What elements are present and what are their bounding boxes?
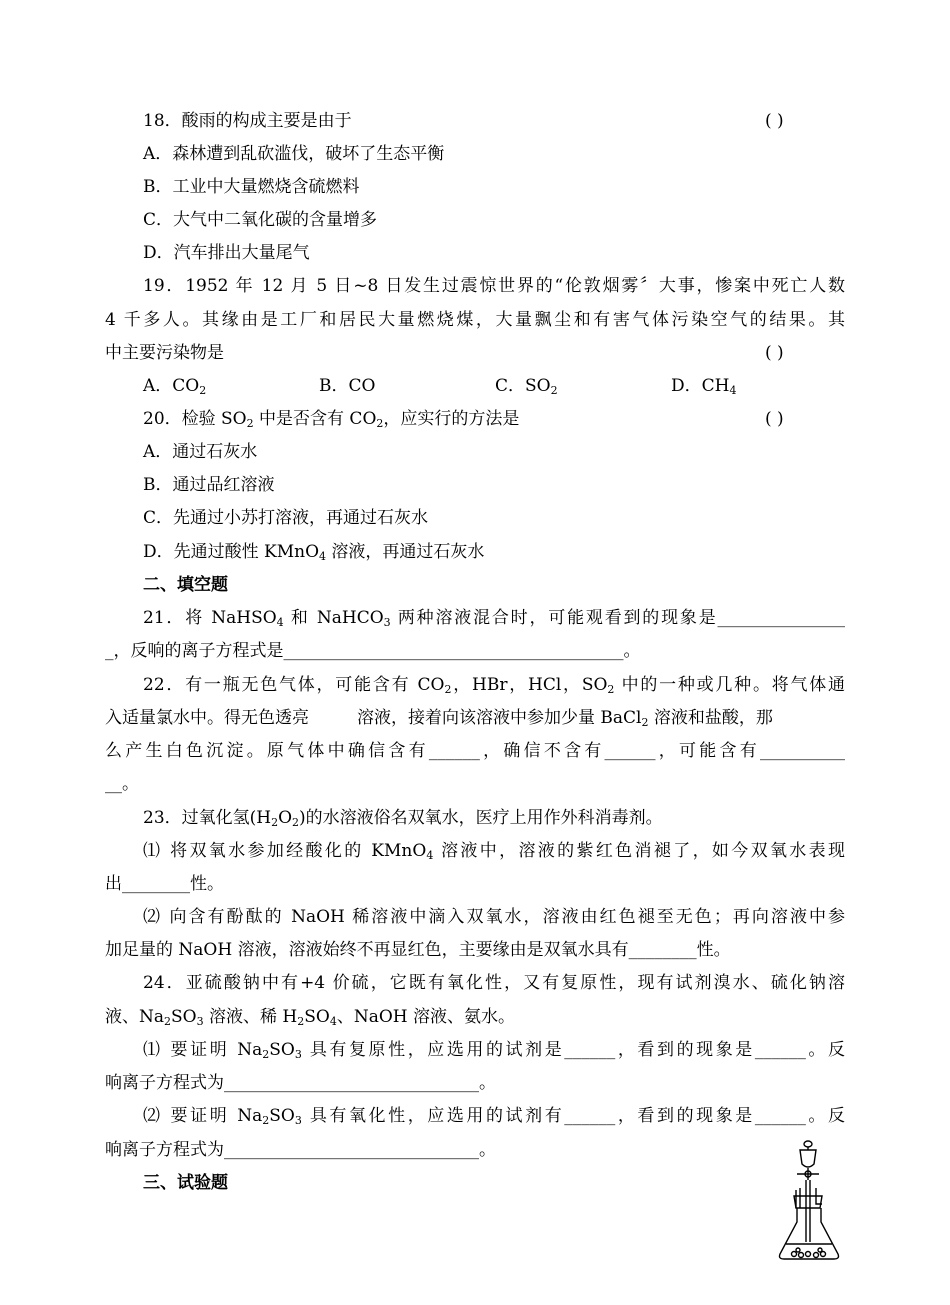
q21-line2: _，反响的离子方程式是________________________________________。 <box>105 641 641 661</box>
q22-line1: 22．有一瓶无色气体，可能含有 $CO_2$，HBr，HCl，$SO_2$ 中的一种或几种。将气体通 <box>143 675 846 696</box>
q19-option-b: B．CO <box>319 376 376 396</box>
answer-paren: ( ) <box>765 409 784 429</box>
q18-option-d: D．汽车排出大量尾气 <box>143 243 310 263</box>
q20-option-d: D．先通过酸性 KMnO$_4$ 溶液，再通过石灰水 <box>143 542 485 563</box>
q23-line1: 23．过氧化氢$(H_2O_2)$的水溶液俗名双氧水，医疗上用作外科消毒剂。 <box>143 808 663 829</box>
q20-option-c: C．先通过小苏打溶液，再通过石灰水 <box>143 508 429 528</box>
q19-line1: 19．1952 年 12 月 5 日~8 日发生过震惊世界的“伦敦烟雾〞大事，惨案中死亡人数 <box>143 276 845 296</box>
q20-stem: 20．检验 $SO_2$ 中是否含有 $CO_2$，应实行的方法是 ( ) <box>143 403 845 436</box>
q24-line2: 液、$Na_2SO_3$ 溶液、稀 $H_2SO_4$、NaOH 溶液、氨水。 <box>105 1007 516 1028</box>
q24-part2-line2: 响离子方程式为______________________________。 <box>105 1140 496 1160</box>
q18-stem: 18．酸雨的构成主要是由于 ( ) <box>143 105 845 138</box>
q19-option-d: D．$CH_4$ <box>671 376 737 397</box>
q24-part2-line1: ⑵ 要证明 $Na_2SO_3$ 具有氧化性，应选用的试剂有______，看到的现象是______。反 <box>143 1106 845 1127</box>
flask-apparatus-icon <box>770 1138 850 1263</box>
q22-line4: __。 <box>105 774 139 794</box>
q23-part2-line2: 加足量的 NaOH 溶液，溶液始终不再显红色，主要缘由是双氧水具有________性。 <box>105 940 731 960</box>
q22-line2: 入适量氯水中。得无色透亮 溶液，接着向该溶液中参加少量 BaCl$_2$ 溶液和盐酸，那 <box>105 708 773 729</box>
q19-line3: 中主要污染物是 ( ) <box>105 337 845 370</box>
q20-option-a: A．通过石灰水 <box>143 442 258 462</box>
q23-part1-line1: ⑴ 将双氧水参加经酸化的 KMnO$_4$ 溶液中，溶液的紫红色消褪了，如今双氧水表现 <box>143 841 845 862</box>
q19-option-a: A．$CO_2$ <box>143 376 207 397</box>
q22-line3: 么产生白色沉淀。原气体中确信含有______，确信不含有______，可能含有__________ <box>105 741 845 761</box>
section-heading-fill-in: 二、填空题 <box>143 575 228 595</box>
answer-paren: ( ) <box>765 111 784 131</box>
q24-part1-line2: 响离子方程式为______________________________。 <box>105 1073 496 1093</box>
q20-option-b: B．通过品红溶液 <box>143 475 275 495</box>
section-heading-experiment: 三、试验题 <box>143 1173 228 1193</box>
q23-part1-line2: 出________性。 <box>105 874 224 894</box>
q18-option-b: B．工业中大量燃烧含硫燃料 <box>143 177 360 197</box>
answer-paren: ( ) <box>765 343 784 363</box>
q18-option-c: C．大气中二氧化碳的含量增多 <box>143 210 378 230</box>
q21-line1: 21．将 NaHSO$_4$ 和 NaHCO$_3$ 两种溶液混合时，可能观看到的现象是_______________ <box>143 608 845 629</box>
q24-line1: 24．亚硫酸钠中有+4 价硫，它既有氧化性，又有复原性，现有试剂溴水、硫化钠溶 <box>143 973 845 993</box>
q19-option-c: C．$SO_2$ <box>495 376 558 397</box>
q19-line2: 4 千多人。其缘由是工厂和居民大量燃烧煤，大量飘尘和有害气体污染空气的结果。其 <box>105 310 845 330</box>
q18-option-a: A．森林遭到乱砍滥伐，破坏了生态平衡 <box>143 144 445 164</box>
q23-part2-line1: ⑵ 向含有酚酞的 NaOH 稀溶液中滴入双氧水，溶液由红色褪至无色；再向溶液中参 <box>143 907 845 927</box>
q19-options <box>143 370 845 403</box>
q24-part1-line1: ⑴ 要证明 $Na_2SO_3$ 具有复原性，应选用的试剂是______，看到的现象是______。反 <box>143 1040 845 1061</box>
